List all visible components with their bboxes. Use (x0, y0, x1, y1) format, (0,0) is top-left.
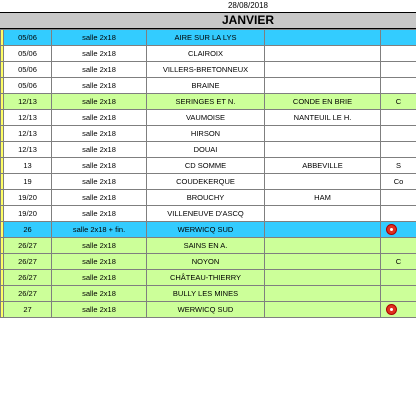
day-cell: 27 (4, 302, 52, 318)
place2-cell (265, 30, 381, 46)
table-row (1, 126, 416, 142)
extra-cell: C (381, 254, 416, 270)
venue-cell: salle 2x18 (52, 174, 147, 190)
venue-cell: salle 2x18 (52, 302, 147, 318)
place2-cell (265, 254, 381, 270)
day-cell: 19/20 (4, 190, 52, 206)
day-cell: 12/13 (4, 126, 52, 142)
extra-cell (381, 286, 416, 302)
place2-cell (265, 46, 381, 62)
venue-cell: salle 2x18 (52, 142, 147, 158)
place-cell: COUDEKERQUE (147, 174, 265, 190)
extra-cell (381, 206, 416, 222)
place-cell: VILLERS-BRETONNEUX (147, 62, 265, 78)
place-cell: WERWICQ SUD (147, 222, 265, 238)
place2-cell: CONDE EN BRIE (265, 94, 381, 110)
extra-cell (381, 110, 416, 126)
table-row (1, 94, 416, 110)
extra-cell (381, 30, 416, 46)
place2-cell (265, 62, 381, 78)
table-row (1, 190, 416, 206)
day-cell: 26/27 (4, 286, 52, 302)
table-row (1, 78, 416, 94)
day-cell: 12/13 (4, 94, 52, 110)
place-cell: HIRSON (147, 126, 265, 142)
place2-cell (265, 302, 381, 318)
extra-cell (381, 62, 416, 78)
table-row (1, 286, 416, 302)
place2-cell (265, 238, 381, 254)
place-cell: CLAIROIX (147, 46, 265, 62)
table-row (1, 174, 416, 190)
day-cell: 12/13 (4, 142, 52, 158)
place2-cell (265, 222, 381, 238)
venue-cell: salle 2x18 (52, 286, 147, 302)
place-cell: VAUMOISE (147, 110, 265, 126)
venue-cell: salle 2x18 (52, 238, 147, 254)
extra-cell (381, 46, 416, 62)
day-cell: 05/06 (4, 78, 52, 94)
table-row (1, 302, 416, 318)
venue-cell: salle 2x18 (52, 94, 147, 110)
place-cell: VILLENEUVE D'ASCQ (147, 206, 265, 222)
day-cell: 13 (4, 158, 52, 174)
place2-cell (265, 286, 381, 302)
table-row (1, 62, 416, 78)
extra-cell (381, 78, 416, 94)
table-row (1, 270, 416, 286)
table-row (1, 142, 416, 158)
venue-cell: salle 2x18 (52, 78, 147, 94)
venue-cell: salle 2x18 (52, 270, 147, 286)
venue-cell: salle 2x18 (52, 206, 147, 222)
place-cell: BULLY LES MINES (147, 286, 265, 302)
place2-cell: NANTEUIL LE H. (265, 110, 381, 126)
extra-cell: C (381, 94, 416, 110)
table-row (1, 238, 416, 254)
extra-cell (381, 270, 416, 286)
extra-cell: S (381, 158, 416, 174)
place-cell: CHÂTEAU-THIERRY (147, 270, 265, 286)
venue-cell: salle 2x18 (52, 62, 147, 78)
venue-cell: salle 2x18 + fin. (52, 222, 147, 238)
day-cell: 26 (4, 222, 52, 238)
extra-cell (381, 142, 416, 158)
place-cell: SERINGES ET N. (147, 94, 265, 110)
extra-cell (381, 190, 416, 206)
place2-cell (265, 126, 381, 142)
venue-cell: salle 2x18 (52, 190, 147, 206)
place-cell: WERWICQ SUD (147, 302, 265, 318)
venue-cell: salle 2x18 (52, 254, 147, 270)
day-cell: 26/27 (4, 254, 52, 270)
place-cell: SAINS EN A. (147, 238, 265, 254)
venue-cell: salle 2x18 (52, 46, 147, 62)
place-cell: DOUAI (147, 142, 265, 158)
venue-cell: salle 2x18 (52, 126, 147, 142)
place2-cell (265, 270, 381, 286)
table-row (1, 46, 416, 62)
day-cell: 12/13 (4, 110, 52, 126)
day-cell: 26/27 (4, 238, 52, 254)
place2-cell (265, 174, 381, 190)
day-cell: 05/06 (4, 62, 52, 78)
day-cell: 19 (4, 174, 52, 190)
place2-cell (265, 78, 381, 94)
month-title: JANVIER (221, 13, 274, 27)
place2-cell: ABBEVILLE (265, 158, 381, 174)
extra-cell (381, 302, 416, 318)
place-cell: NOYON (147, 254, 265, 270)
day-cell: 05/06 (4, 30, 52, 46)
table-row (1, 254, 416, 270)
place-cell: BROUCHY (147, 190, 265, 206)
extra-cell: Co (381, 174, 416, 190)
day-cell: 26/27 (4, 270, 52, 286)
table-row (1, 30, 416, 46)
extra-cell (381, 238, 416, 254)
venue-cell: salle 2x18 (52, 158, 147, 174)
extra-cell (381, 222, 416, 238)
archery-target-icon (386, 304, 397, 315)
schedule-table (0, 29, 416, 318)
table-row (1, 110, 416, 126)
place-cell: AIRE SUR LA LYS (147, 30, 265, 46)
venue-cell: salle 2x18 (52, 110, 147, 126)
document-date: 28/08/2018 (227, 1, 269, 10)
place-cell: CD SOMME (147, 158, 265, 174)
day-cell: 19/20 (4, 206, 52, 222)
table-row (1, 158, 416, 174)
place2-cell (265, 206, 381, 222)
archery-target-icon (386, 224, 397, 235)
venue-cell: salle 2x18 (52, 30, 147, 46)
day-cell: 05/06 (4, 46, 52, 62)
place2-cell (265, 142, 381, 158)
table-row (1, 222, 416, 238)
extra-cell (381, 126, 416, 142)
month-banner (0, 12, 416, 29)
table-row (1, 206, 416, 222)
place-cell: BRAINE (147, 78, 265, 94)
place2-cell: HAM (265, 190, 381, 206)
